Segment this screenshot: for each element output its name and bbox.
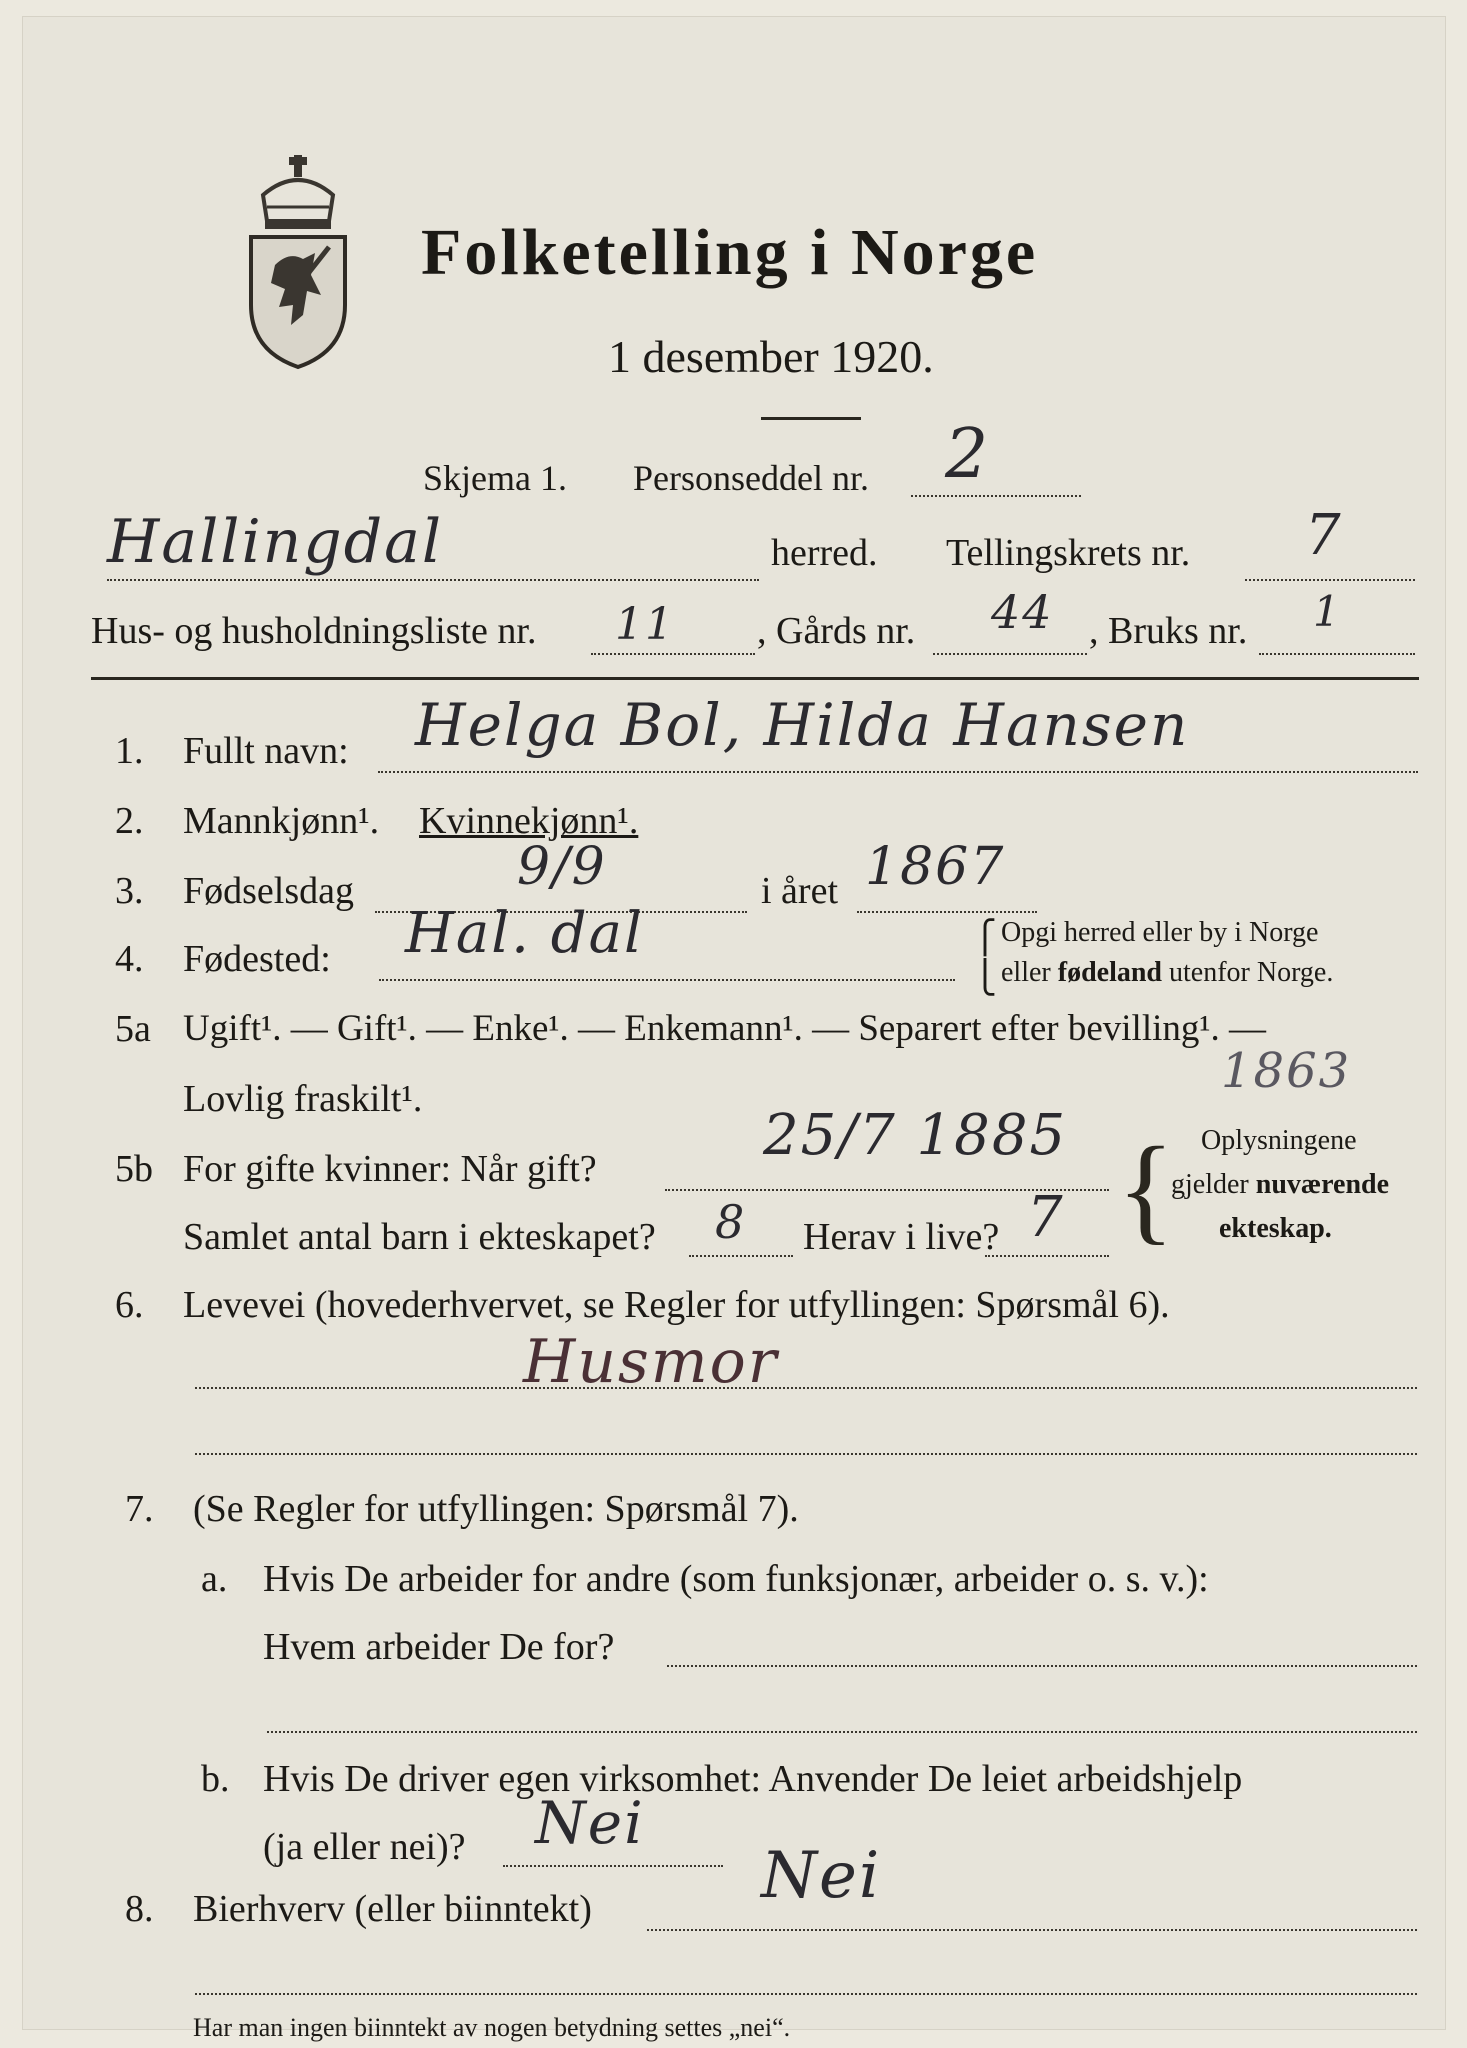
- q7a-letter: a.: [201, 1558, 228, 1600]
- q7b-letter: b.: [201, 1758, 230, 1800]
- q5b-children-value: 8: [715, 1195, 747, 1249]
- form-date: 1 desember 1920.: [608, 331, 934, 382]
- q3-day-value: 9/9: [517, 837, 607, 897]
- husliste-line: [591, 653, 755, 655]
- q4-line: [379, 979, 955, 981]
- q5a-number: 5a: [115, 1008, 151, 1050]
- herred-value: Hallingdal: [107, 507, 444, 577]
- q7-label: (Se Regler for utfyllingen: Spørsmål 7).: [193, 1488, 799, 1530]
- q7b-line: [503, 1865, 723, 1867]
- q5b-children-label: Samlet antal barn i ekteskapet?: [183, 1216, 656, 1258]
- q6-line2: [195, 1453, 1417, 1455]
- gards-value: 44: [991, 585, 1054, 639]
- q6-label: Levevei (hovederhvervet, se Regler for utfyllingen: Spørsmål 6).: [183, 1284, 1170, 1326]
- tellingskrets-line: [1245, 579, 1415, 581]
- q1-line: [378, 771, 1418, 773]
- q5b-note-line1: Oplysningene: [1201, 1125, 1357, 1156]
- q5b-children-line: [689, 1255, 793, 1257]
- q4-note-line2-post: utenfor Norge.: [1169, 957, 1334, 988]
- q4-note-line2-bold: fødeland: [1057, 957, 1162, 988]
- q7a-text: Hvis De arbeider for andre (som funksjonær, arbeider o. s. v.):: [263, 1558, 1209, 1600]
- q1-value: Helga Bol, Hilda Hansen: [415, 691, 1190, 759]
- herred-label: herred.: [771, 532, 878, 574]
- q4-label: Fødested:: [183, 938, 331, 980]
- bruks-label: , Bruks nr.: [1089, 610, 1248, 652]
- q7b-value: Nei: [535, 1789, 645, 1857]
- q5b-note-line2-pre: gjelder: [1171, 1169, 1249, 1200]
- personseddel-label: Personseddel nr.: [633, 458, 869, 498]
- bruks-value: 1: [1313, 587, 1342, 636]
- q4-note-bracket: ⎧ ⎩: [973, 919, 997, 995]
- q7b-text: Hvis De driver egen virksomhet: Anvender De leiet arbeidshjelp: [263, 1758, 1243, 1800]
- husliste-value: 11: [615, 599, 675, 650]
- q3-number: 3.: [115, 870, 144, 912]
- q5b-note-line3: ekteskap.: [1219, 1213, 1332, 1244]
- footer-note: Har man ingen biinntekt av nogen betydning settes „nei“.: [193, 2013, 791, 2042]
- q4-note-line2: [1001, 957, 1333, 989]
- personseddel-line: [911, 495, 1081, 497]
- q5b-alive-label: Herav i live?: [803, 1216, 1000, 1258]
- q5a-options: Ugift¹. — Gift¹. — Enke¹. — Enkemann¹. — Separert efter bevilling¹. —: [183, 1008, 1266, 1049]
- q3-year-line: [857, 911, 1037, 913]
- q4-value: Hal. dal: [405, 901, 644, 966]
- q5a-margin-note: 1863: [1221, 1043, 1352, 1099]
- q6-value: Husmor: [523, 1327, 779, 1397]
- q2-number: 2.: [115, 800, 144, 842]
- q7a-line2: [267, 1731, 1417, 1733]
- herred-line: [107, 579, 759, 581]
- q5b-alive-value: 7: [1027, 1185, 1065, 1250]
- q7-number: 7.: [125, 1488, 154, 1530]
- q2-female-option: Kvinnekjønn¹.: [419, 800, 639, 842]
- q2-male-option: Mannkjønn¹.: [183, 800, 380, 842]
- q3-year-value: 1867: [865, 837, 1006, 897]
- q4-note-line2-pre: eller: [1001, 957, 1051, 988]
- census-form: [22, 16, 1446, 2042]
- q1-number: 1.: [115, 730, 144, 772]
- personseddel-value: 2: [945, 415, 991, 494]
- q7b-question: (ja eller nei)?: [263, 1826, 466, 1868]
- q8-line1: [647, 1929, 1417, 1931]
- q7a-line1: [667, 1665, 1417, 1667]
- q8-label: Bierhverv (eller biinntekt): [193, 1888, 592, 1930]
- husliste-label: Hus- og husholdningsliste nr.: [91, 610, 537, 652]
- q5b-note-line2-bold: nuværende: [1255, 1169, 1390, 1200]
- tellingskrets-value: 7: [1305, 503, 1343, 568]
- q5b-alive-line: [985, 1255, 1109, 1257]
- title-rule: [761, 417, 861, 420]
- coat-of-arms-icon: [245, 155, 351, 371]
- q5b-note-line2: [1171, 1169, 1389, 1201]
- q5b-number: 5b: [115, 1148, 153, 1190]
- q5b-note-brace: {: [1117, 1122, 1175, 1255]
- header-divider: [91, 677, 1419, 680]
- q6-line1: [195, 1387, 1417, 1389]
- q1-label: Fullt navn:: [183, 730, 349, 772]
- q6-number: 6.: [115, 1284, 144, 1326]
- q8-number: 8.: [125, 1888, 154, 1930]
- q3-label: Fødselsdag: [183, 870, 354, 912]
- q5b-label: For gifte kvinner: Når gift?: [183, 1148, 597, 1190]
- q3-year-label: i året: [761, 870, 839, 912]
- q5a-options2: Lovlig fraskilt¹.: [183, 1078, 423, 1120]
- q4-number: 4.: [115, 938, 144, 980]
- q7a-question: Hvem arbeider De for?: [263, 1626, 615, 1668]
- tellingskrets-label: Tellingskrets nr.: [946, 532, 1191, 574]
- q8-line2: [195, 1993, 1417, 1995]
- q5b-married-value: 25/7 1885: [763, 1103, 1068, 1168]
- q4-note-line1: Opgi herred eller by i Norge: [1001, 917, 1319, 948]
- gards-line: [933, 653, 1087, 655]
- q8-value: Nei: [761, 1839, 882, 1913]
- gards-label: , Gårds nr.: [757, 610, 916, 652]
- form-title: Folketelling i Norge: [421, 216, 1039, 289]
- bruks-line: [1259, 653, 1415, 655]
- schema-label: Skjema 1.: [423, 458, 567, 498]
